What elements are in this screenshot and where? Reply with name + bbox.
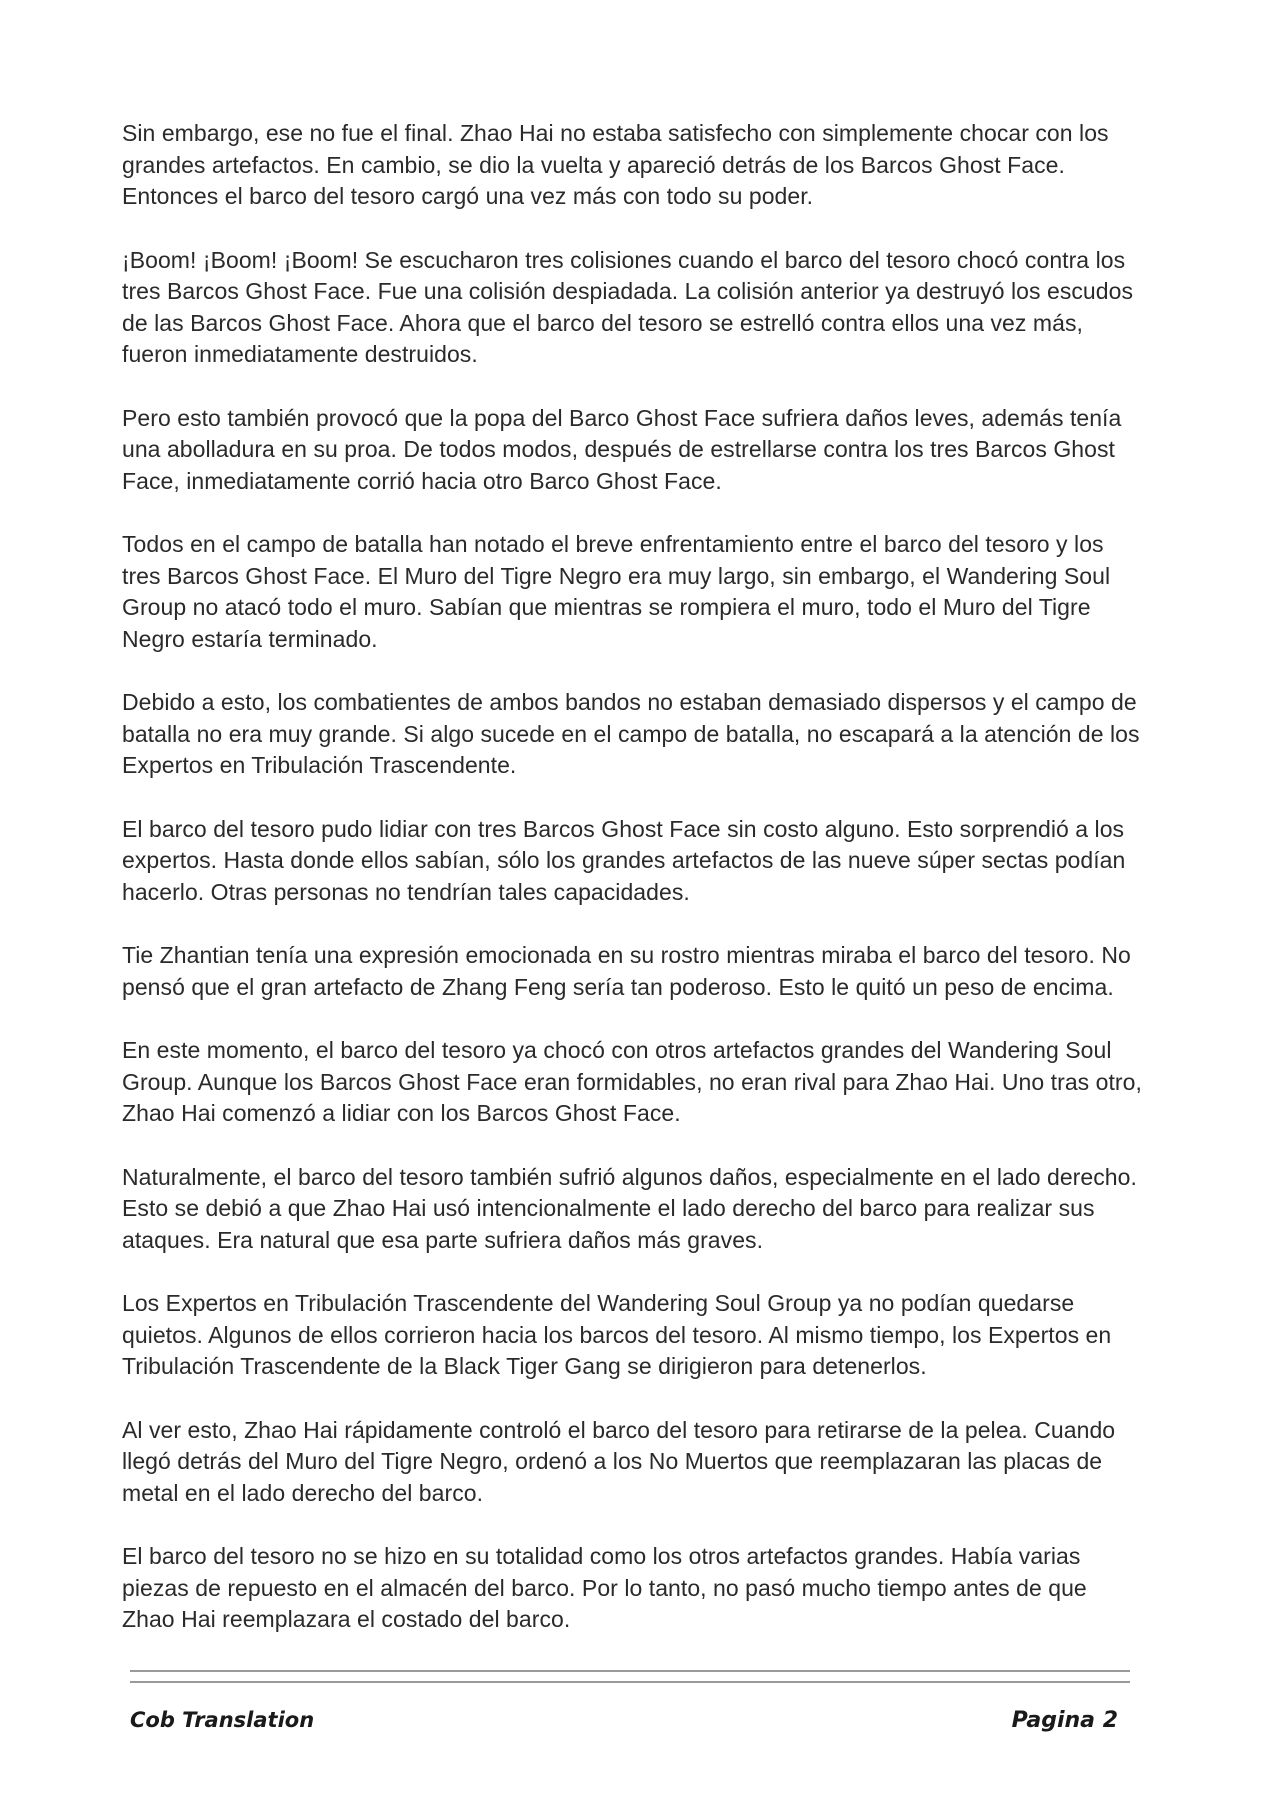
paragraph: Sin embargo, ese no fue el final. Zhao Hai no estaba satisfecho con simplemente chocar con los grandes artefactos. En cambio, se dio la vuelta y apareció detrás de los Barcos Ghost Face. Entonces el barco del tesoro cargó una vez más con todo su poder. xyxy=(122,120,1109,209)
paragraph: El barco del tesoro pudo lidiar con tres Barcos Ghost Face sin costo alguno. Esto sorprendió a los expertos. Hasta donde ellos sabían, sólo los grandes artefactos de las nueve súper sectas podían hacerlo. Otras personas no tendrían tales capacidades. xyxy=(122,815,1126,905)
paragraph: ¡Boom! ¡Boom! ¡Boom! Se escucharon tres colisiones cuando el barco del tesoro chocó contra los tres Barcos Ghost Face. Fue una colisión despiadada. La colisión anterior ya destruyó los escudos de las Barcos Ghost Face. Ahora que el barco del tesoro se estrelló contra ellos una vez más, fueron inmediatamente destruidos. xyxy=(122,246,1134,367)
paragraph: Pero esto también provocó que la popa del Barco Ghost Face sufriera daños leves, además tenía una abolladura en su proa. De todos modos, después de estrellarse contra los tres Barcos Ghost Face, inmediatamente corrió hacia otro Barco Ghost Face. xyxy=(122,404,1122,494)
paragraph: Al ver esto, Zhao Hai rápidamente controló el barco del tesoro para retirarse de la pelea. Cuando llegó detrás del Muro del Tigre Negro, ordenó a los No Muertos que reemplazaran las placas de metal en el lado derecho del barco. xyxy=(122,1416,1116,1506)
footer-page-number: Pagina 2 xyxy=(1011,1708,1118,1733)
paragraph: Los Expertos en Tribulación Trascendente del Wandering Soul Group ya no podían quedarse quietos. Algunos de ellos corrieron hacia los barcos del tesoro. Al mismo tiempo, los Expertos en Tribulación Trascendente de la Black Tiger Gang se dirigieron para detenerlos. xyxy=(122,1290,1112,1379)
paragraph: Todos en el campo de batalla han notado el breve enfrentamiento entre el barco del tesoro y los tres Barcos Ghost Face. El Muro del Tigre Negro era muy largo, sin embargo, el Wandering Soul Group no atacó todo el muro. Sabían que mientras se rompiera el muro, todo el Muro del Tigre Negro estaría terminado. xyxy=(122,531,1111,652)
footer-divider-bottom xyxy=(130,1681,1130,1683)
footer-divider-top xyxy=(130,1670,1130,1672)
paragraph: En este momento, el barco del tesoro ya chocó con otros artefactos grandes del Wandering Soul Group. Aunque los Barcos Ghost Face eran formidables, no eran rival para Zhao Hai. Uno tras otro, Zhao Hai comenzó a lidiar con los Barcos Ghost Face. xyxy=(122,1037,1142,1126)
paragraph: Naturalmente, el barco del tesoro también sufrió algunos daños, especialmente en el lado derecho. Esto se debió a que Zhao Hai usó intencionalmente el lado derecho del barco para realizar sus ataques. Era natural que esa parte sufriera daños más graves. xyxy=(122,1163,1137,1253)
footer-translator-credit: Cob Translation xyxy=(130,1708,315,1732)
document-body xyxy=(122,118,1142,1668)
paragraph: Debido a esto, los combatientes de ambos bandos no estaban demasiado dispersos y el campo de batalla no era muy grande. Si algo sucede en el campo de batalla, no escapará a la atención de los Expertos en Tribulación Trascendente. xyxy=(122,689,1140,778)
paragraph: El barco del tesoro no se hizo en su totalidad como los otros artefactos grandes. Había varias piezas de repuesto en el almacén del barco. Por lo tanto, no pasó mucho tiempo antes de que Zhao Hai reemplazara el costado del barco. xyxy=(122,1543,1087,1632)
paragraph: Tie Zhantian tenía una expresión emocionada en su rostro mientras miraba el barco del tesoro. No pensó que el gran artefacto de Zhang Feng sería tan poderoso. Esto le quitó un peso de encima. xyxy=(122,942,1131,1000)
